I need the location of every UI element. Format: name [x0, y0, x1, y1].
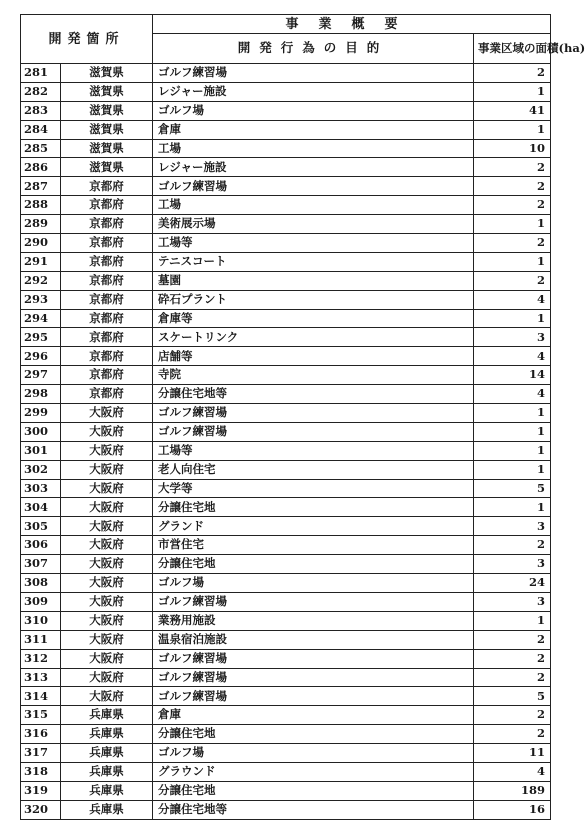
- row-number: 298: [21, 385, 61, 404]
- prefecture-cell: 滋賀県: [61, 120, 153, 139]
- row-number: 299: [21, 404, 61, 423]
- table-row: [21, 101, 551, 120]
- prefecture-cell: 兵庫県: [61, 781, 153, 800]
- row-number: 288: [21, 196, 61, 215]
- prefecture-cell: 京都府: [61, 290, 153, 309]
- row-number: 318: [21, 762, 61, 781]
- row-number: 289: [21, 215, 61, 234]
- table-row: [21, 252, 551, 271]
- prefecture-cell: 京都府: [61, 252, 153, 271]
- header-business-summary: 事業概要: [153, 15, 551, 34]
- header-purpose: 開発行為の目的: [153, 34, 474, 64]
- row-number: 291: [21, 252, 61, 271]
- area-cell: 5: [474, 479, 551, 498]
- area-cell: 1: [474, 441, 551, 460]
- prefecture-cell: 京都府: [61, 328, 153, 347]
- row-number: 303: [21, 479, 61, 498]
- row-number: 287: [21, 177, 61, 196]
- table-row: [21, 366, 551, 385]
- table-row: [21, 744, 551, 763]
- purpose-cell: 工場等: [153, 234, 474, 253]
- row-number: 285: [21, 139, 61, 158]
- purpose-cell: 分譲住宅地: [153, 725, 474, 744]
- area-cell: 2: [474, 177, 551, 196]
- table-row: [21, 328, 551, 347]
- table-row: [21, 290, 551, 309]
- row-number: 301: [21, 441, 61, 460]
- row-number: 304: [21, 498, 61, 517]
- area-cell: 3: [474, 555, 551, 574]
- row-number: 292: [21, 271, 61, 290]
- table-row: [21, 574, 551, 593]
- area-cell: 24: [474, 574, 551, 593]
- area-cell: 1: [474, 460, 551, 479]
- area-cell: 2: [474, 158, 551, 177]
- purpose-cell: 倉庫等: [153, 309, 474, 328]
- purpose-cell: 分譲住宅地: [153, 555, 474, 574]
- prefecture-cell: 京都府: [61, 215, 153, 234]
- table-row: [21, 611, 551, 630]
- prefecture-cell: 滋賀県: [61, 64, 153, 83]
- row-number: 320: [21, 800, 61, 819]
- prefecture-cell: 京都府: [61, 347, 153, 366]
- prefecture-cell: 兵庫県: [61, 725, 153, 744]
- row-number: 286: [21, 158, 61, 177]
- table-row: [21, 649, 551, 668]
- purpose-cell: ゴルフ場: [153, 574, 474, 593]
- area-cell: 11: [474, 744, 551, 763]
- purpose-cell: 市営住宅: [153, 536, 474, 555]
- row-number: 307: [21, 555, 61, 574]
- table-row: [21, 422, 551, 441]
- prefecture-cell: 滋賀県: [61, 158, 153, 177]
- row-number: 293: [21, 290, 61, 309]
- prefecture-cell: 京都府: [61, 177, 153, 196]
- table-row: [21, 555, 551, 574]
- row-number: 311: [21, 630, 61, 649]
- row-number: 284: [21, 120, 61, 139]
- area-cell: 2: [474, 668, 551, 687]
- prefecture-cell: 大阪府: [61, 555, 153, 574]
- row-number: 290: [21, 234, 61, 253]
- area-cell: 14: [474, 366, 551, 385]
- purpose-cell: ゴルフ練習場: [153, 422, 474, 441]
- table-row: [21, 139, 551, 158]
- table-row: [21, 592, 551, 611]
- table-row: [21, 725, 551, 744]
- prefecture-cell: 大阪府: [61, 536, 153, 555]
- row-number: 302: [21, 460, 61, 479]
- development-table: [20, 14, 585, 820]
- purpose-cell: 工場等: [153, 441, 474, 460]
- table-row: [21, 762, 551, 781]
- area-cell: 2: [474, 196, 551, 215]
- prefecture-cell: 大阪府: [61, 611, 153, 630]
- prefecture-cell: 大阪府: [61, 498, 153, 517]
- row-number: 317: [21, 744, 61, 763]
- area-cell: 4: [474, 385, 551, 404]
- table-row: [21, 309, 551, 328]
- row-number: 282: [21, 82, 61, 101]
- table-row: [21, 687, 551, 706]
- row-number: 310: [21, 611, 61, 630]
- table-row: [21, 479, 551, 498]
- purpose-cell: ゴルフ練習場: [153, 649, 474, 668]
- prefecture-cell: 滋賀県: [61, 82, 153, 101]
- purpose-cell: 分譲住宅地等: [153, 800, 474, 819]
- area-cell: 4: [474, 347, 551, 366]
- purpose-cell: 墓園: [153, 271, 474, 290]
- row-number: 281: [21, 64, 61, 83]
- purpose-cell: テニスコート: [153, 252, 474, 271]
- purpose-cell: 倉庫: [153, 706, 474, 725]
- purpose-cell: ゴルフ練習場: [153, 404, 474, 423]
- area-cell: 4: [474, 290, 551, 309]
- area-cell: 2: [474, 64, 551, 83]
- purpose-cell: ゴルフ場: [153, 101, 474, 120]
- table-row: [21, 517, 551, 536]
- table-row: [21, 800, 551, 819]
- table-row: [21, 460, 551, 479]
- prefecture-cell: 滋賀県: [61, 101, 153, 120]
- table-row: [21, 536, 551, 555]
- header-location: 開発箇所: [21, 15, 153, 64]
- table-row: [21, 158, 551, 177]
- purpose-cell: 寺院: [153, 366, 474, 385]
- table-row: [21, 120, 551, 139]
- purpose-cell: 美術展示場: [153, 215, 474, 234]
- table-row: [21, 706, 551, 725]
- prefecture-cell: 京都府: [61, 234, 153, 253]
- purpose-cell: ゴルフ練習場: [153, 687, 474, 706]
- table-row: [21, 441, 551, 460]
- purpose-cell: 温泉宿泊施設: [153, 630, 474, 649]
- prefecture-cell: 大阪府: [61, 592, 153, 611]
- prefecture-cell: 大阪府: [61, 517, 153, 536]
- prefecture-cell: 京都府: [61, 366, 153, 385]
- purpose-cell: レジャー施設: [153, 158, 474, 177]
- table-row: [21, 781, 551, 800]
- purpose-cell: 分譲住宅地: [153, 781, 474, 800]
- row-number: 315: [21, 706, 61, 725]
- table-row: [21, 668, 551, 687]
- area-cell: 5: [474, 687, 551, 706]
- prefecture-cell: 兵庫県: [61, 706, 153, 725]
- table-row: [21, 215, 551, 234]
- prefecture-cell: 大阪府: [61, 687, 153, 706]
- area-cell: 1: [474, 252, 551, 271]
- area-cell: 2: [474, 725, 551, 744]
- area-cell: 1: [474, 82, 551, 101]
- purpose-cell: 大学等: [153, 479, 474, 498]
- prefecture-cell: 京都府: [61, 385, 153, 404]
- area-cell: 2: [474, 649, 551, 668]
- table-row: [21, 234, 551, 253]
- prefecture-cell: 大阪府: [61, 404, 153, 423]
- area-cell: 16: [474, 800, 551, 819]
- area-cell: 1: [474, 611, 551, 630]
- table-row: [21, 404, 551, 423]
- area-cell: 41: [474, 101, 551, 120]
- row-number: 283: [21, 101, 61, 120]
- table-row: [21, 347, 551, 366]
- purpose-cell: 老人向住宅: [153, 460, 474, 479]
- prefecture-cell: 大阪府: [61, 422, 153, 441]
- header-area: 事業区域の面積(ha): [474, 34, 551, 64]
- area-cell: 10: [474, 139, 551, 158]
- prefecture-cell: 兵庫県: [61, 744, 153, 763]
- table-row: [21, 64, 551, 83]
- table-row: [21, 271, 551, 290]
- purpose-cell: レジャー施設: [153, 82, 474, 101]
- row-number: 309: [21, 592, 61, 611]
- table-row: [21, 177, 551, 196]
- table-header: [21, 15, 585, 64]
- row-number: 296: [21, 347, 61, 366]
- area-cell: 3: [474, 592, 551, 611]
- row-number: 312: [21, 649, 61, 668]
- prefecture-cell: 兵庫県: [61, 762, 153, 781]
- area-cell: 3: [474, 328, 551, 347]
- area-cell: 2: [474, 706, 551, 725]
- prefecture-cell: 京都府: [61, 196, 153, 215]
- row-number: 314: [21, 687, 61, 706]
- area-cell: 1: [474, 120, 551, 139]
- row-number: 295: [21, 328, 61, 347]
- purpose-cell: グラウンド: [153, 762, 474, 781]
- prefecture-cell: 大阪府: [61, 668, 153, 687]
- table-row: [21, 196, 551, 215]
- purpose-cell: スケートリンク: [153, 328, 474, 347]
- area-cell: 2: [474, 271, 551, 290]
- purpose-cell: 分譲住宅地等: [153, 385, 474, 404]
- row-number: 308: [21, 574, 61, 593]
- prefecture-cell: 滋賀県: [61, 139, 153, 158]
- row-number: 305: [21, 517, 61, 536]
- area-cell: 3: [474, 517, 551, 536]
- prefecture-cell: 大阪府: [61, 460, 153, 479]
- table-row: [21, 498, 551, 517]
- purpose-cell: 砕石プラント: [153, 290, 474, 309]
- purpose-cell: 店舗等: [153, 347, 474, 366]
- purpose-cell: ゴルフ練習場: [153, 177, 474, 196]
- area-cell: 1: [474, 309, 551, 328]
- area-cell: 4: [474, 762, 551, 781]
- row-number: 313: [21, 668, 61, 687]
- row-number: 306: [21, 536, 61, 555]
- purpose-cell: 業務用施設: [153, 611, 474, 630]
- area-cell: 2: [474, 536, 551, 555]
- table-row: [21, 82, 551, 101]
- purpose-cell: ゴルフ練習場: [153, 64, 474, 83]
- prefecture-cell: 大阪府: [61, 649, 153, 668]
- row-number: 319: [21, 781, 61, 800]
- area-cell: 1: [474, 498, 551, 517]
- area-cell: 2: [474, 234, 551, 253]
- purpose-cell: 分譲住宅地: [153, 498, 474, 517]
- prefecture-cell: 大阪府: [61, 630, 153, 649]
- prefecture-cell: 兵庫県: [61, 800, 153, 819]
- purpose-cell: ゴルフ練習場: [153, 668, 474, 687]
- purpose-cell: ゴルフ場: [153, 744, 474, 763]
- area-cell: 1: [474, 404, 551, 423]
- table-row: [21, 385, 551, 404]
- area-cell: 1: [474, 422, 551, 441]
- row-number: 300: [21, 422, 61, 441]
- prefecture-cell: 京都府: [61, 271, 153, 290]
- purpose-cell: 工場: [153, 196, 474, 215]
- purpose-cell: グランド: [153, 517, 474, 536]
- prefecture-cell: 京都府: [61, 309, 153, 328]
- area-cell: 189: [474, 781, 551, 800]
- prefecture-cell: 大阪府: [61, 441, 153, 460]
- row-number: 316: [21, 725, 61, 744]
- purpose-cell: 工場: [153, 139, 474, 158]
- purpose-cell: ゴルフ練習場: [153, 592, 474, 611]
- row-number: 297: [21, 366, 61, 385]
- table-row: [21, 630, 551, 649]
- purpose-cell: 倉庫: [153, 120, 474, 139]
- prefecture-cell: 大阪府: [61, 574, 153, 593]
- prefecture-cell: 大阪府: [61, 479, 153, 498]
- table-body: [21, 64, 551, 820]
- area-cell: 2: [474, 630, 551, 649]
- area-cell: 1: [474, 215, 551, 234]
- row-number: 294: [21, 309, 61, 328]
